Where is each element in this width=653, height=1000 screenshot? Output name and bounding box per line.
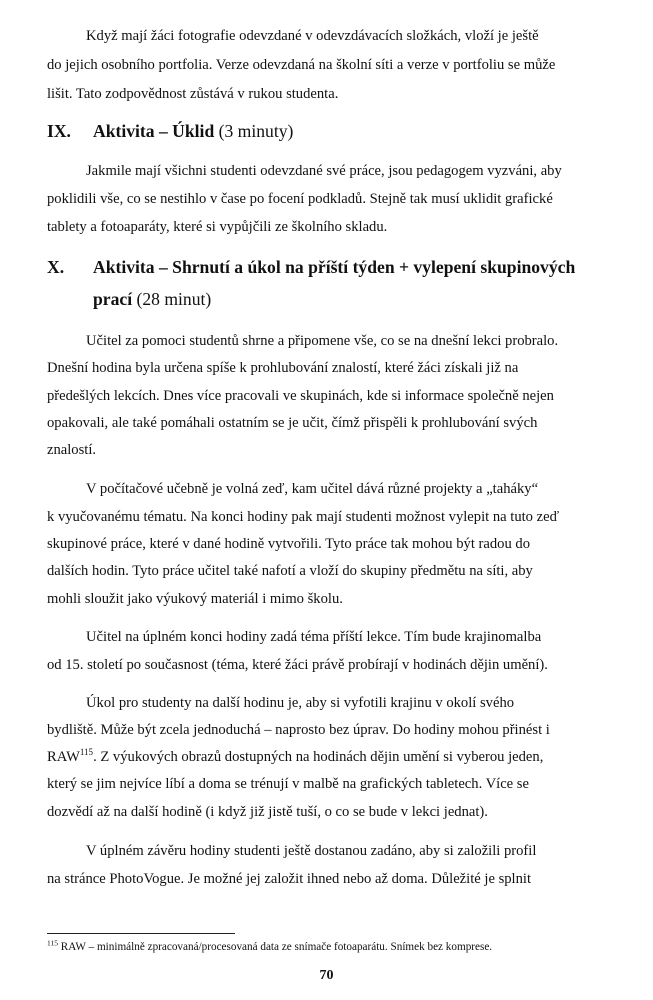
page-number: 70 [319, 968, 334, 983]
paragraph-line: tablety a fotoaparáty, které si vypůjčili ze školního skladu. [47, 219, 388, 235]
paragraph-text: . Z výukových obrazů dostupných na hodinách dějin umění si vyberou jeden, [93, 749, 544, 765]
paragraph-line: V počítačové učebně je volná zeď, kam učitel dává různé projekty a „taháky“ [86, 481, 539, 497]
paragraph-line: skupinové práce, které v dané hodině vytvořili. Tyto práce tak mohou být radou do [47, 536, 531, 552]
section-title-x-line2 [93, 288, 211, 310]
paragraph-line: Učitel za pomoci studentů shrne a připomene vše, co se na dnešní lekci probralo. [86, 333, 559, 349]
paragraph-line: k vyučovanému tématu. Na konci hodiny pak mají studenti možnost vylepit na tuto zeď [47, 509, 559, 525]
paragraph-line: poklidili vše, co se nestihlo v čase po focení podkladů. Stejně tak musí uklidit grafické [47, 191, 553, 207]
paragraph-line: do jejich osobního portfolia. Verze odevzdaná na školní síti a verze v portfoliu se může [47, 57, 556, 73]
paragraph-line: který se jim nejvíce líbí a doma se trénují v malbě na grafických tabletech. Více se [47, 776, 529, 792]
section-heading-ix [47, 120, 71, 142]
paragraph-line: předešlých lekcích. Dnes více pracovali ve skupinách, kde si informace společně nejen [47, 388, 554, 404]
section-title-ix [93, 120, 293, 142]
paragraph-line: opakovali, ale také pomáhali ostatním se je učit, čímž přispěli k prohlubování svých [47, 415, 538, 431]
paragraph-line: od 15. století po současnost (téma, které žáci právě probírají v hodinách dějin umění). [47, 657, 548, 673]
section-title-bold: Aktivita – Úklid [93, 121, 215, 141]
paragraph-line-footnote-ref [47, 748, 543, 766]
section-number: IX. [47, 121, 71, 141]
paragraph-line: mohli sloužit jako výukový materiál i mimo školu. [47, 591, 343, 607]
paragraph-line: dalších hodin. Tyto práce učitel také nafotí a vloží do skupiny předmětu na síti, aby [47, 563, 533, 579]
raw-term: RAW [47, 749, 80, 765]
paragraph-line: lišit. Tato zodpovědnost zůstává v rukou studenta. [47, 86, 339, 102]
section-title-x-line1 [93, 256, 575, 278]
footnote-number: 115 [47, 938, 58, 948]
paragraph-line: dozvědí až na další hodině (i když již jistě tuší, o co se bude v lekci jednat). [47, 804, 488, 820]
paragraph-line: Když mají žáci fotografie odevzdané v odevzdávacích složkách, vloží je ještě [86, 28, 539, 44]
paragraph-line: Učitel na úplném konci hodiny zadá téma příští lekce. Tím bude krajinomalba [86, 629, 542, 645]
section-title-duration: (28 minut) [132, 289, 212, 309]
paragraph-line: Úkol pro studenty na další hodinu je, aby si vyfotili krajinu v okolí svého [86, 695, 515, 711]
section-heading-x [47, 256, 64, 278]
section-title-bold: Aktivita – Shrnutí a úkol na příští týden + vylepení skupinových [93, 257, 576, 277]
paragraph-line: bydliště. Může být zcela jednoduchá – naprosto bez úprav. Do hodiny mohou přinést i [47, 722, 550, 738]
paragraph-line: V úplném závěru hodiny studenti ještě dostanou zadáno, aby si založili profil [86, 843, 537, 859]
paragraph-line: Jakmile mají všichni studenti odevzdané své práce, jsou pedagogem vyzváni, aby [86, 163, 562, 179]
paragraph-line: na stránce PhotoVogue. Je možné jej založit ihned nebo až doma. Důležité je splnit [47, 871, 532, 887]
paragraph-line: Dnešní hodina byla určena spíše k prohlubování znalostí, které žáci získali již na [47, 360, 519, 376]
section-title-duration: (3 minuty) [214, 121, 294, 141]
section-title-bold: prací [93, 289, 133, 309]
footnote-separator [47, 933, 235, 934]
footnote-reference[interactable]: 115 [79, 747, 94, 758]
section-number: X. [47, 257, 65, 277]
paragraph-line: znalostí. [47, 442, 97, 458]
footnote [47, 938, 493, 953]
footnote-text: RAW – minimálně zpracovaná/procesovaná data ze snímače fotoaparátu. Snímek bez komprese. [57, 941, 493, 953]
